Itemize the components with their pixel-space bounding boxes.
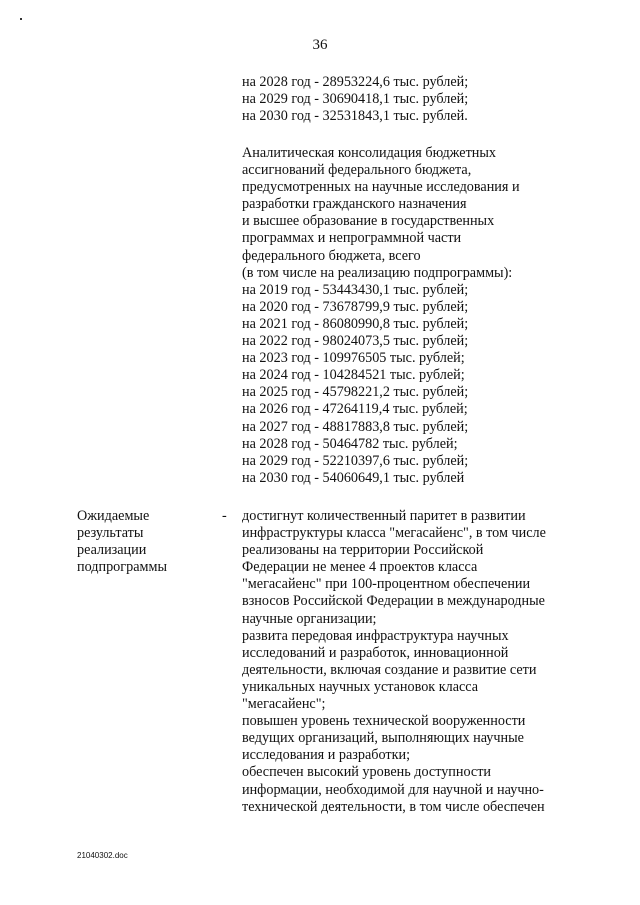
document-filename: 21040302.doc: [77, 851, 128, 860]
funding-line: на 2028 год - 28953224,6 тыс. рублей;: [242, 74, 469, 90]
results-line: научные организации;: [242, 610, 377, 627]
results-line: Федерации не менее 4 проектов класса: [242, 559, 478, 576]
results-line: ведущих организаций, выполняющих научные: [242, 730, 524, 747]
expected-results-block: [242, 508, 546, 816]
results-line: "мегасайенс" при 100-процентном обеспечении: [242, 576, 531, 593]
funding-line: на 2022 год - 98024073,5 тыс. рублей;: [242, 333, 469, 350]
funding-line: на 2029 год - 30690418,1 тыс. рублей;: [242, 91, 469, 108]
consolidation-line: Аналитическая консолидация бюджетных: [242, 145, 497, 161]
funding-line: на 2019 год - 53443430,1 тыс. рублей;: [242, 281, 469, 298]
results-line: исследований и разработок, инновационной: [242, 644, 509, 661]
funding-line: на 2020 год - 73678799,9 тыс. рублей;: [242, 298, 469, 315]
results-line: инфраструктуры класса "мегасайенс", в том числе: [242, 525, 546, 542]
budget-consolidation-block: [242, 145, 520, 487]
results-line: деятельности, включая создание и развитие сети: [242, 661, 537, 678]
funding-tail-block: [242, 74, 468, 125]
results-line: реализованы на территории Российской: [242, 542, 484, 559]
consolidation-line: программах и непрограммной части: [242, 230, 462, 247]
results-line: уникальных научных установок класса: [242, 678, 479, 695]
funding-line: на 2030 год - 54060649,1 тыс. рублей: [242, 469, 465, 486]
label-line: реализации: [77, 542, 147, 559]
expected-results-label: [77, 508, 167, 576]
funding-line: на 2030 год - 32531843,1 тыс. рублей.: [242, 108, 468, 125]
results-line: повышен уровень технической вооруженности: [242, 713, 526, 730]
results-line: информации, необходимой для научной и научно-: [242, 781, 544, 798]
results-line: развита передовая инфраструктура научных: [242, 627, 509, 644]
funding-line: на 2025 год - 45798221,2 тыс. рублей;: [242, 384, 469, 401]
label-line: результаты: [77, 525, 144, 542]
page-number: 36: [312, 37, 328, 53]
funding-line: на 2021 год - 86080990,8 тыс. рублей;: [242, 315, 469, 332]
funding-line: на 2027 год - 48817883,8 тыс. рублей;: [242, 418, 469, 435]
funding-line: на 2024 год - 104284521 тыс. рублей;: [242, 367, 465, 384]
results-line: взносов Российской Федерации в международные: [242, 593, 545, 610]
consolidation-line: ассигнований федерального бюджета,: [242, 162, 472, 179]
funding-line: на 2028 год - 50464782 тыс. рублей;: [242, 435, 458, 452]
scan-mark: [20, 18, 22, 20]
consolidation-line: и высшее образование в государственных: [242, 213, 495, 230]
results-line: "мегасайенс";: [242, 696, 326, 713]
label-line: подпрограммы: [77, 559, 167, 576]
separator-dash: -: [222, 508, 227, 524]
consolidation-line: разработки гражданского назначения: [242, 196, 467, 213]
results-line: исследования и разработки;: [242, 747, 411, 764]
results-line: обеспечен высокий уровень доступности: [242, 764, 492, 781]
funding-line: на 2023 год - 109976505 тыс. рублей;: [242, 350, 465, 367]
results-line: достигнут количественный паритет в развитии: [242, 508, 526, 524]
consolidation-line: предусмотренных на научные исследования и: [242, 179, 520, 196]
consolidation-line: (в том числе на реализацию подпрограммы):: [242, 264, 513, 281]
label-line: Ожидаемые: [77, 508, 150, 524]
consolidation-line: федерального бюджета, всего: [242, 247, 421, 264]
results-line: технической деятельности, в том числе обеспечен: [242, 798, 545, 815]
funding-line: на 2029 год - 52210397,6 тыс. рублей;: [242, 452, 469, 469]
funding-line: на 2026 год - 47264119,4 тыс. рублей;: [242, 401, 468, 418]
